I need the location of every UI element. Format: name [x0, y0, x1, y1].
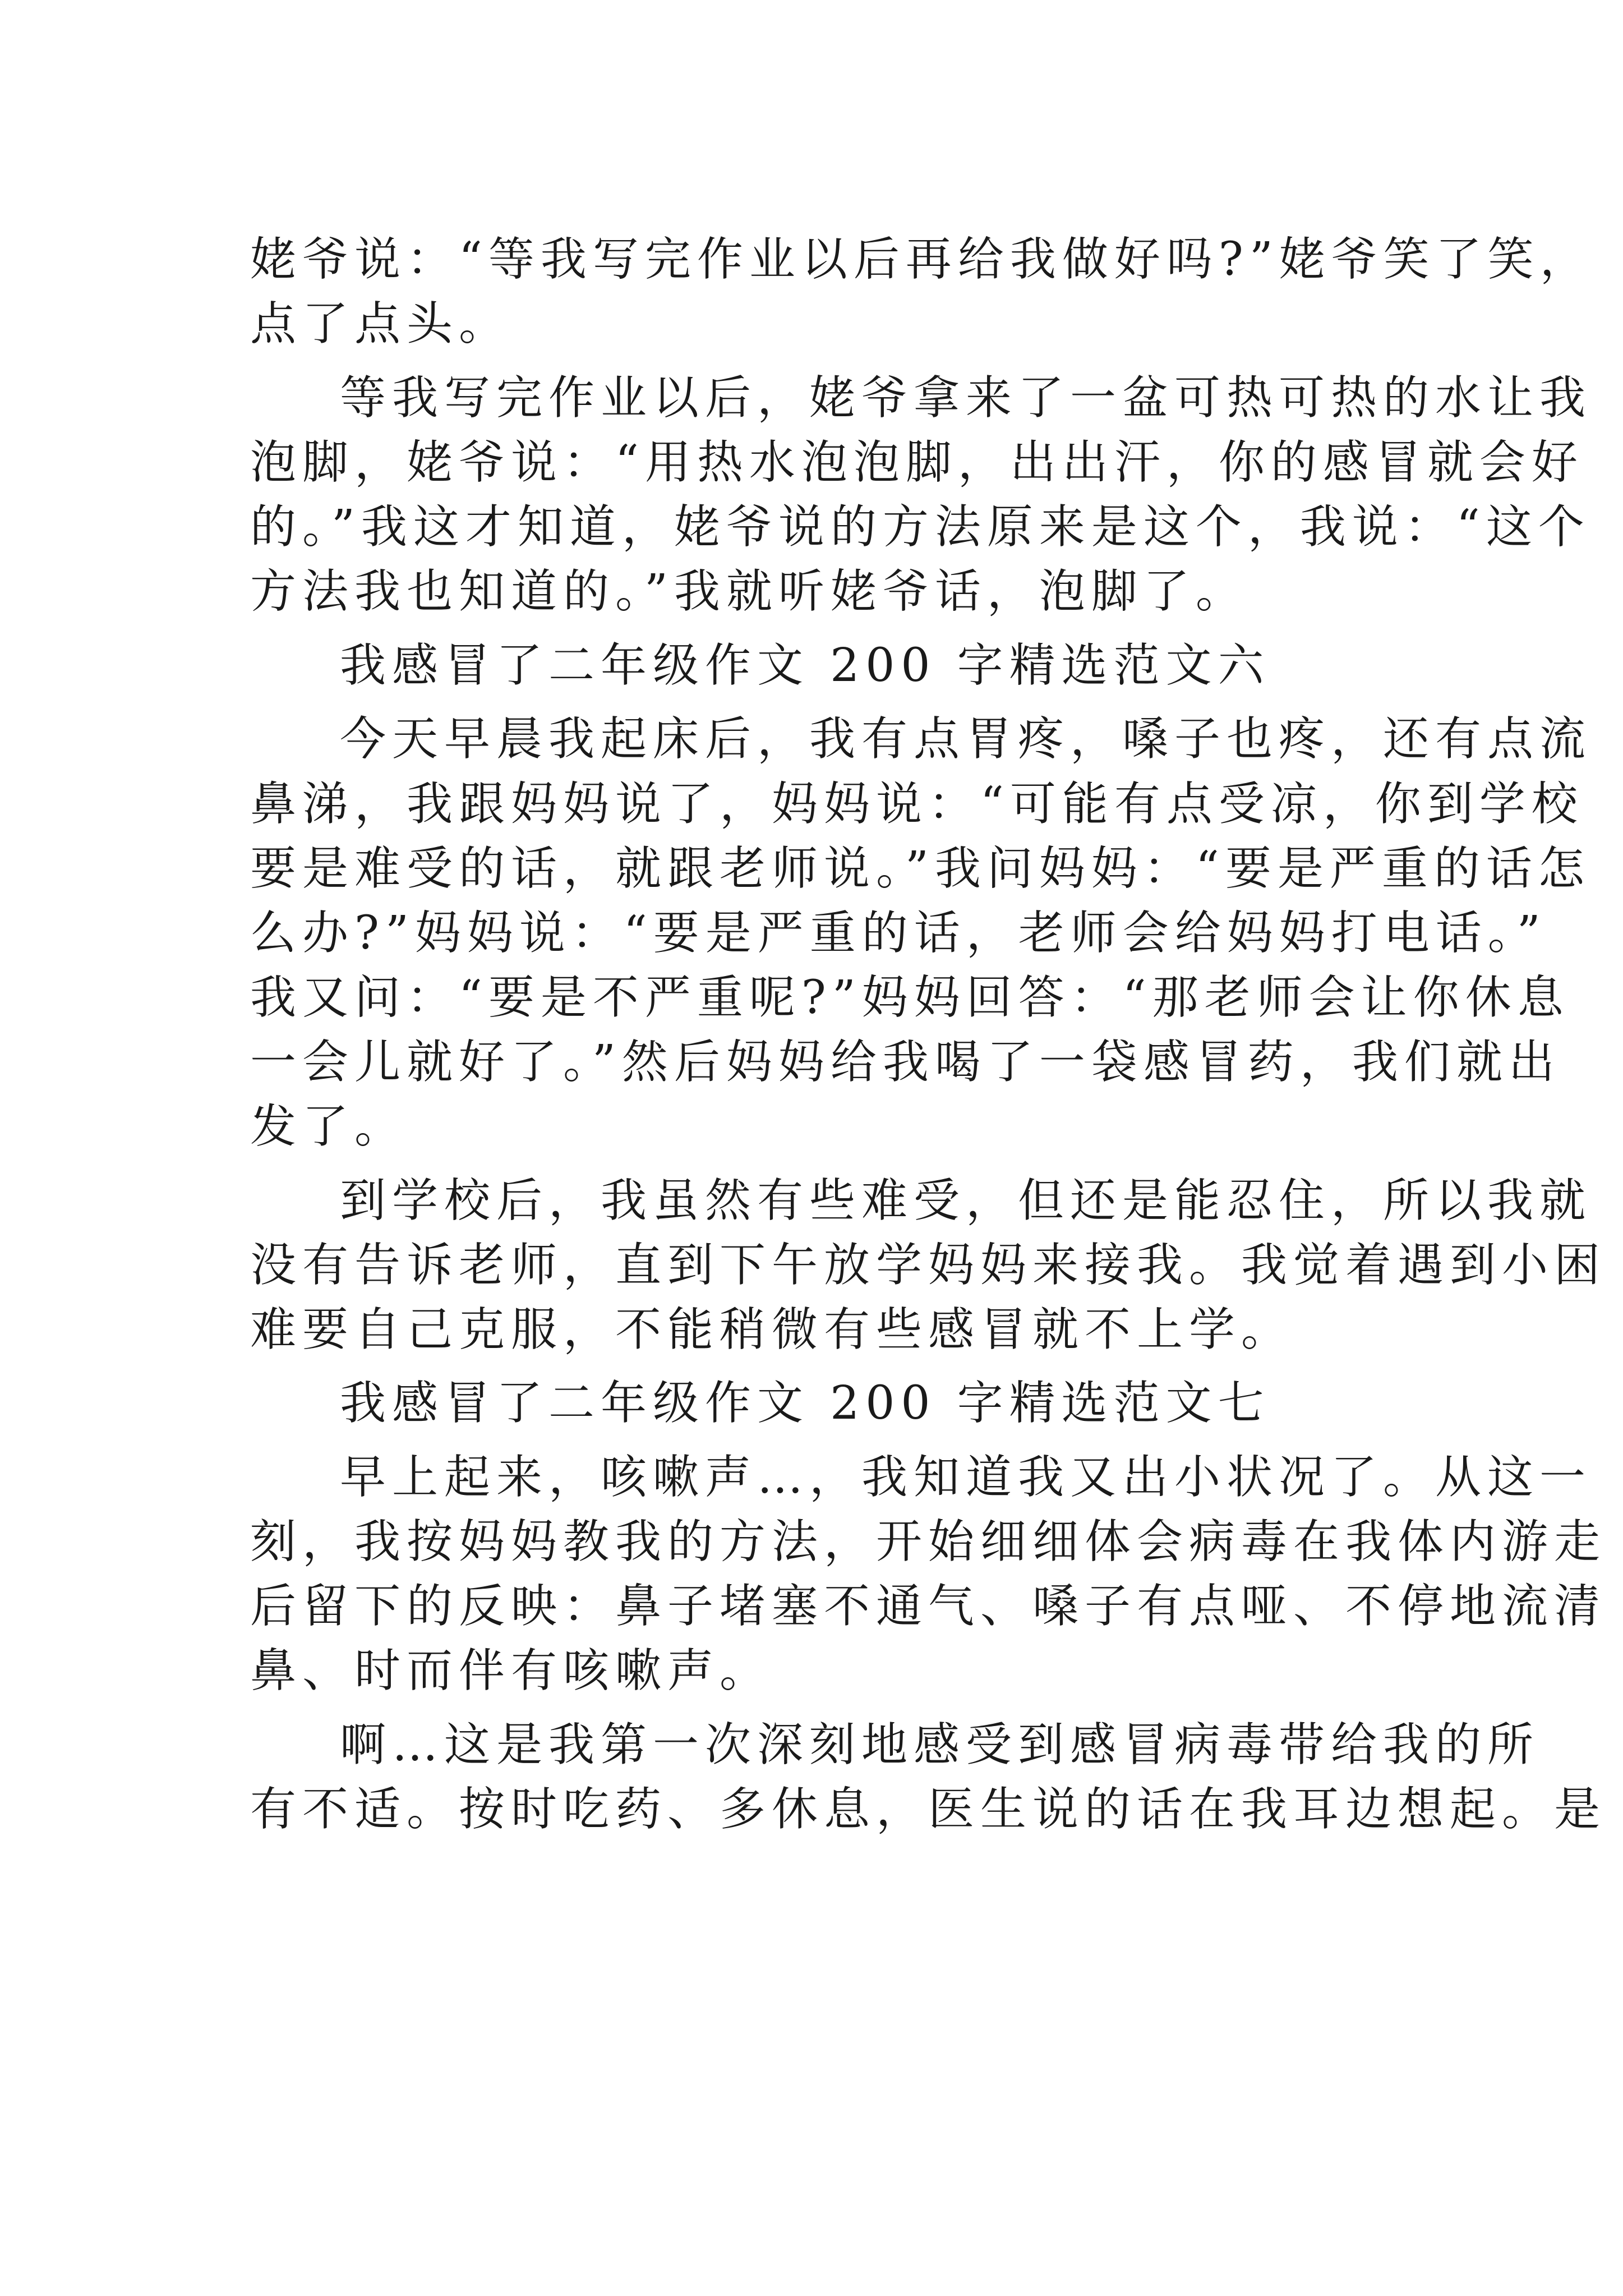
text-line: 鼻涕，我跟妈妈说了，妈妈说：“可能有点受凉，你到学校: [250, 777, 1584, 831]
text-line: 点了点头。: [250, 297, 511, 351]
paragraph-first-line: 早上起来，咳嗽声…，我知道我又出小状况了。从这一: [340, 1451, 1592, 1504]
text-line: 有不适。按时吃药、多休息，医生说的话在我耳边想起。是: [250, 1783, 1607, 1836]
text-line: 发了。: [250, 1100, 407, 1153]
text-line: 泡脚，姥爷说：“用热水泡泡脚，出出汗，你的感冒就会好: [250, 436, 1584, 489]
text-line: 鼻、时而伴有咳嗽声。: [250, 1644, 772, 1697]
text-line: 难要自己克服，不能稍微有些感冒就不上学。: [250, 1303, 1294, 1356]
paragraph-first-line: 到学校后，我虽然有些难受，但还是能忍住，所以我就: [340, 1174, 1592, 1227]
text-line: 后留下的反映：鼻子堵塞不通气、嗓子有点哑、不停地流清: [250, 1580, 1607, 1633]
text-line: 方法我也知道的。”我就听姥爷话，泡脚了。: [250, 565, 1248, 618]
text-line: 刻，我按妈妈教我的方法，开始细细体会病毒在我体内游走: [250, 1515, 1607, 1568]
text-line: 的。”我这才知道，姥爷说的方法原来是这个，我说：“这个: [250, 500, 1590, 554]
paragraph-first-line: 今天早晨我起床后，我有点胃疼，嗓子也疼，还有点流: [340, 712, 1592, 766]
section-heading: 我感冒了二年级作文 200 字精选范文七: [340, 1377, 1270, 1430]
text-line: 姥爷说：“等我写完作业以后再给我做好吗?”姥爷笑了笑，: [250, 233, 1592, 286]
text-line: 一会儿就好了。”然后妈妈给我喝了一袋感冒药，我们就出: [250, 1036, 1561, 1089]
section-heading: 我感冒了二年级作文 200 字精选范文六: [340, 639, 1270, 692]
text-line: 没有告诉老师，直到下午放学妈妈来接我。我觉着遇到小困: [250, 1239, 1607, 1292]
text-line: 要是难受的话，就跟老师说。”我问妈妈：“要是严重的话怎: [250, 842, 1590, 895]
paragraph-first-line: 啊…这是我第一次深刻地感受到感冒病毒带给我的所: [340, 1718, 1540, 1772]
paragraph-first-line: 等我写完作业以后，姥爷拿来了一盆可热可热的水让我: [340, 371, 1592, 425]
text-line: 么办?”妈妈说：“要是严重的话，老师会给妈妈打电话。”: [250, 907, 1547, 960]
text-line: 我又问：“要是不严重呢?”妈妈回答：“那老师会让你休息: [250, 971, 1570, 1024]
